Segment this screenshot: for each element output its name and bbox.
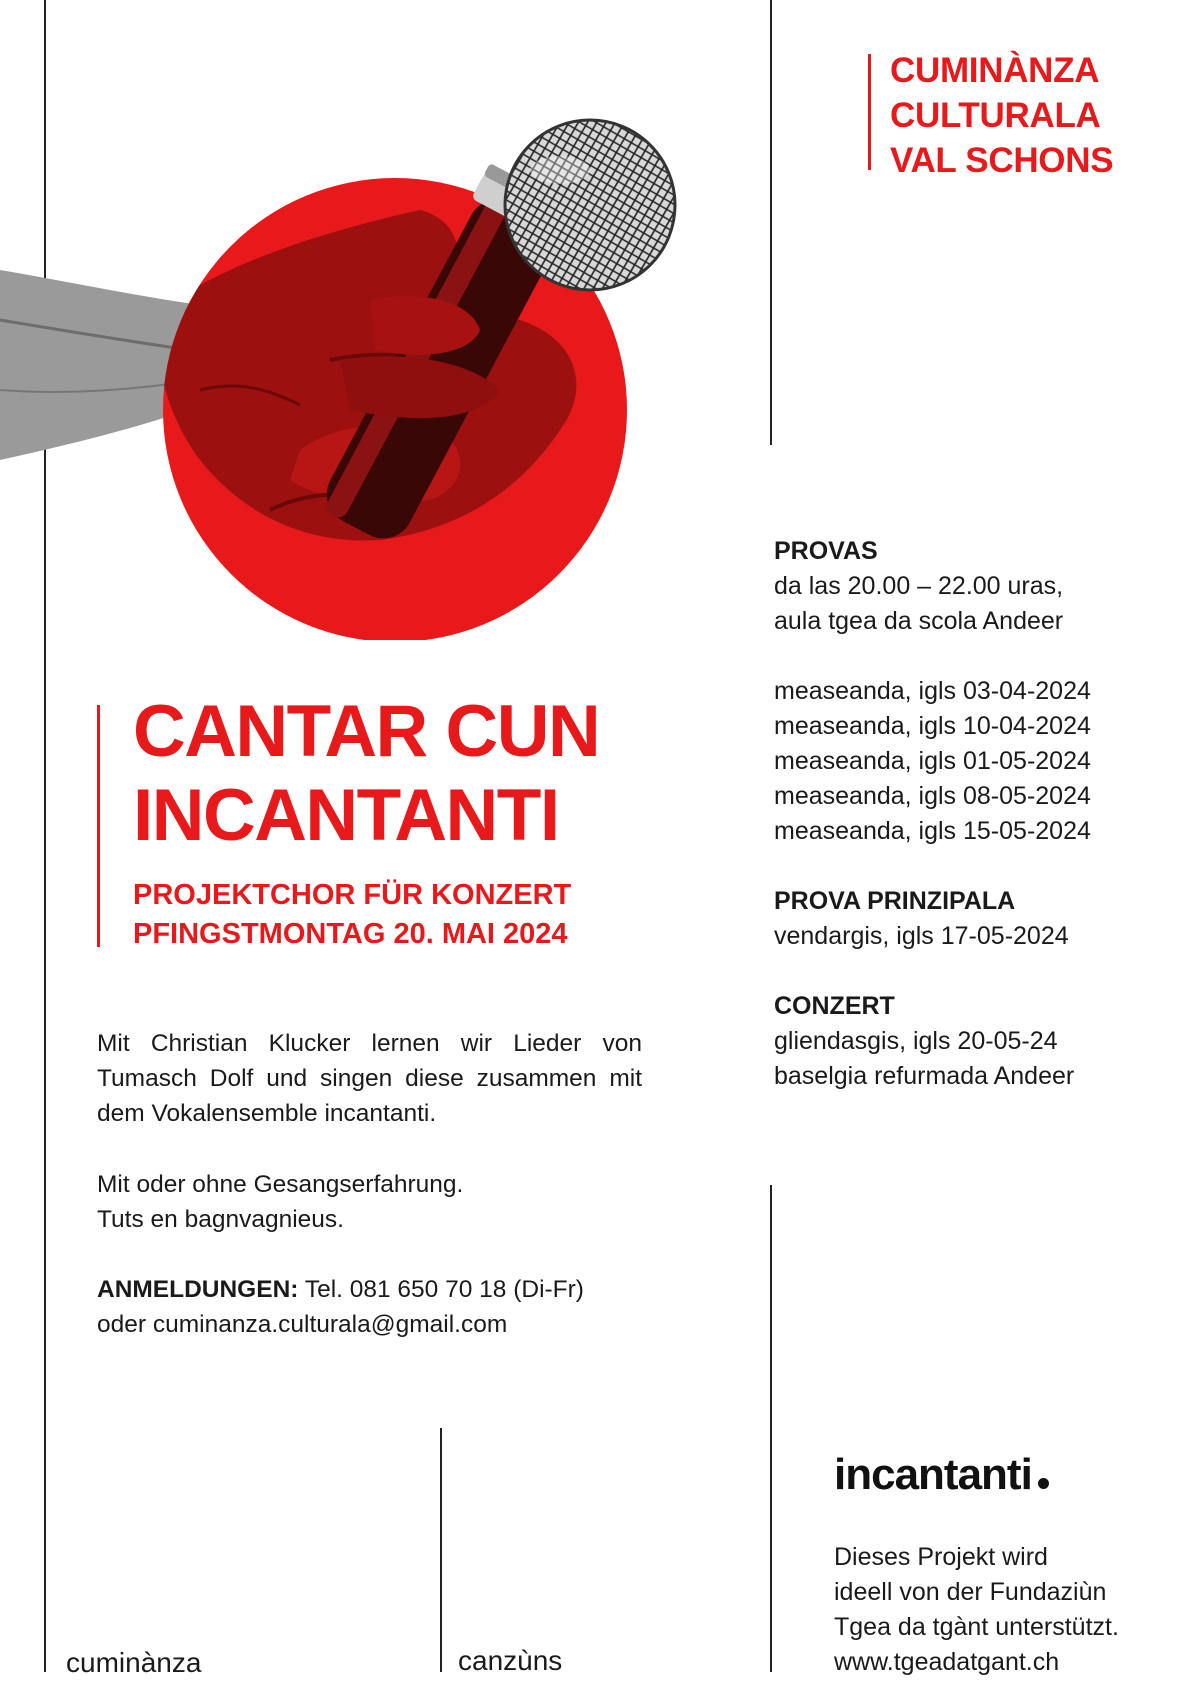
title-accent-bar — [97, 705, 100, 947]
registration-label: ANMELDUNGEN: — [97, 1276, 299, 1303]
schedule-conzert — [774, 989, 1174, 1094]
sponsor-line: ideell von der Fundaziùn — [834, 1578, 1107, 1606]
prova-principala-heading: PROVA PRINZIPALA — [774, 887, 1016, 915]
description-p2-line-1: Mit oder ohne Gesangserfahrung. — [97, 1171, 464, 1198]
logo-dot-icon — [1038, 1478, 1049, 1489]
conzert-date: gliendasgis, igls 20-05-24 — [774, 1027, 1058, 1055]
sponsor-line: Dieses Projekt wird — [834, 1543, 1048, 1571]
footer-middle: canzùns — [458, 1645, 563, 1676]
microphone-in-hand-icon — [0, 60, 720, 640]
rule-footer-middle — [440, 1428, 442, 1672]
title-line-2: INCANTANTI — [133, 775, 559, 856]
schedule-provas — [774, 534, 1174, 639]
registration-email: oder cuminanza.culturala@gmail.com — [97, 1311, 508, 1338]
provas-date: measeanda, igls 10-04-2024 — [774, 712, 1091, 740]
organization-name — [890, 48, 1113, 183]
incantanti-logo — [834, 1450, 1049, 1500]
sponsor-url[interactable]: www.tgeadatgant.ch — [834, 1648, 1060, 1676]
logo-text: incantanti — [834, 1450, 1032, 1499]
org-accent-bar — [868, 54, 871, 170]
rule-right-bottom — [770, 1185, 772, 1672]
provas-location: aula tgea da scola Andeer — [774, 607, 1064, 635]
footer-left: cuminànza — [66, 1647, 202, 1678]
description-paragraph-2 — [97, 1167, 642, 1237]
org-line-3: VAL SCHONS — [890, 141, 1114, 180]
org-line-1: CUMINÀNZA — [890, 51, 1100, 90]
schedule-provas-dates — [774, 674, 1174, 849]
provas-date: measeanda, igls 03-04-2024 — [774, 677, 1091, 705]
provas-heading: PROVAS — [774, 537, 878, 565]
schedule-prova-principala — [774, 884, 1174, 954]
subtitle-line-1: PROJEKTCHOR FÜR KONZERT — [133, 879, 572, 911]
conzert-location: baselgia refurmada Andeer — [774, 1062, 1075, 1090]
page-title — [133, 690, 599, 858]
conzert-heading: CONZERT — [774, 992, 895, 1020]
sponsor-line: Tgea da tgànt unterstützt. — [834, 1613, 1119, 1641]
sponsor-note — [834, 1540, 1119, 1680]
description-paragraph-1: Mit Christian Klucker lernen wir Lieder von Tumasch Dolf und singen diese zusammen mit dem Vokalensemble incantanti. — [97, 1030, 642, 1127]
description-p2-line-2: Tuts en bagnvagnieus. — [97, 1206, 344, 1233]
rule-right-top — [770, 0, 772, 445]
provas-date: measeanda, igls 15-05-2024 — [774, 817, 1091, 845]
prova-principala-date: vendargis, igls 17-05-2024 — [774, 922, 1069, 950]
title-line-1: CANTAR CUN — [133, 691, 600, 772]
page-subtitle — [133, 876, 571, 954]
provas-date: measeanda, igls 08-05-2024 — [774, 782, 1091, 810]
provas-date: measeanda, igls 01-05-2024 — [774, 747, 1091, 775]
provas-time: da las 20.00 – 22.00 uras, — [774, 572, 1064, 600]
subtitle-line-2: PFINGSTMONTAG 20. MAI 2024 — [133, 918, 568, 950]
registration-info — [97, 1272, 697, 1342]
registration-phone: Tel. 081 650 70 18 (Di-Fr) — [304, 1276, 584, 1303]
org-line-2: CULTURALA — [890, 96, 1101, 135]
